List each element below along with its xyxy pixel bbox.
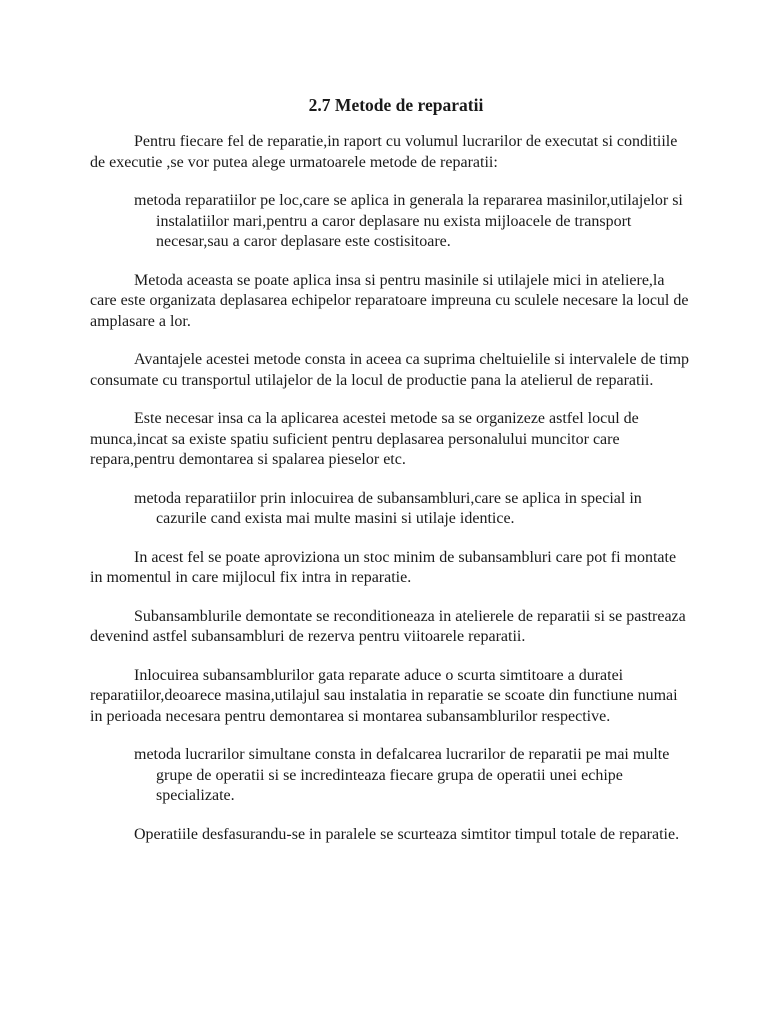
paragraph-workspace: Este necesar insa ca la aplicarea acestei metode sa se organizeze astfel locul de munca,incat sa existe spatiu suficient pentru deplasarea personalului muncitor care repara,pentru demontarea si spalarea pieselor etc. xyxy=(90,410,639,468)
document-page xyxy=(90,94,690,863)
section-heading: 2.7 Metode de reparatii xyxy=(308,95,484,115)
method-item-on-site: metoda reparatiilor pe loc,care se aplica in generala la repararea masinilor,utilajelor si instalatiilor mari,pentru a caror deplasare nu exista mijloacele de transport necesar,sau a caror deplasare este costisitoare. xyxy=(134,192,683,250)
method-item-subassembly: metoda reparatiilor prin inlocuirea de subansambluri,care se aplica in special in cazurile cand exista mai multe masini si utilaje identice. xyxy=(134,489,642,527)
paragraph-small-machines: Metoda aceasta se poate aplica insa si pentru masinile si utilajele mici in ateliere,la care este organizata deplasarea echipelor reparatoare impreuna cu sculele necesare la locul de amplasare a lor. xyxy=(90,271,689,330)
paragraph-stock: In acest fel se poate aproviziona un stoc minim de subansambluri care pot fi montate in momentul in care mijlocul fix intra in reparatie. xyxy=(90,548,677,586)
paragraph-parallel: Operatiile desfasurandu-se in paralele se scurteaza simtitor timpul totale de reparatie. xyxy=(134,825,680,843)
paragraph-intro: Pentru fiecare fel de reparatie,in raport cu volumul lucrarilor de executat si conditiile de executie ,se vor putea alege urmatoarele metode de reparatii: xyxy=(90,133,678,171)
paragraph-reconditioning: Subansamblurile demontate se reconditioneaza in atelierele de reparatii si se pastreaza devenind astfel subansambluri de rezerva pentru viitoarele reparatii. xyxy=(90,607,686,645)
paragraph-advantages: Avantajele acestei metode consta in aceea ca suprima cheltuielile si intervalele de timp consumate cu transportul utilajelor de la locul de productie pana la atelierul de reparatii. xyxy=(90,351,690,389)
method-item-simultaneous: metoda lucrarilor simultane consta in defalcarea lucrarilor de reparatii pe mai multe grupe de operatii si se incredinteaza fiecare grupa de operatii unei echipe specializate. xyxy=(134,746,670,804)
paragraph-replacement: Inlocuirea subansamblurilor gata reparate aduce o scurta simtitoare a duratei reparatiilor,deoarece masina,utilajul sau instalatia in reparatie se scoate din functiune numai in perioada necesara pentru demontarea si montarea subansamblurilor respective. xyxy=(90,666,678,725)
